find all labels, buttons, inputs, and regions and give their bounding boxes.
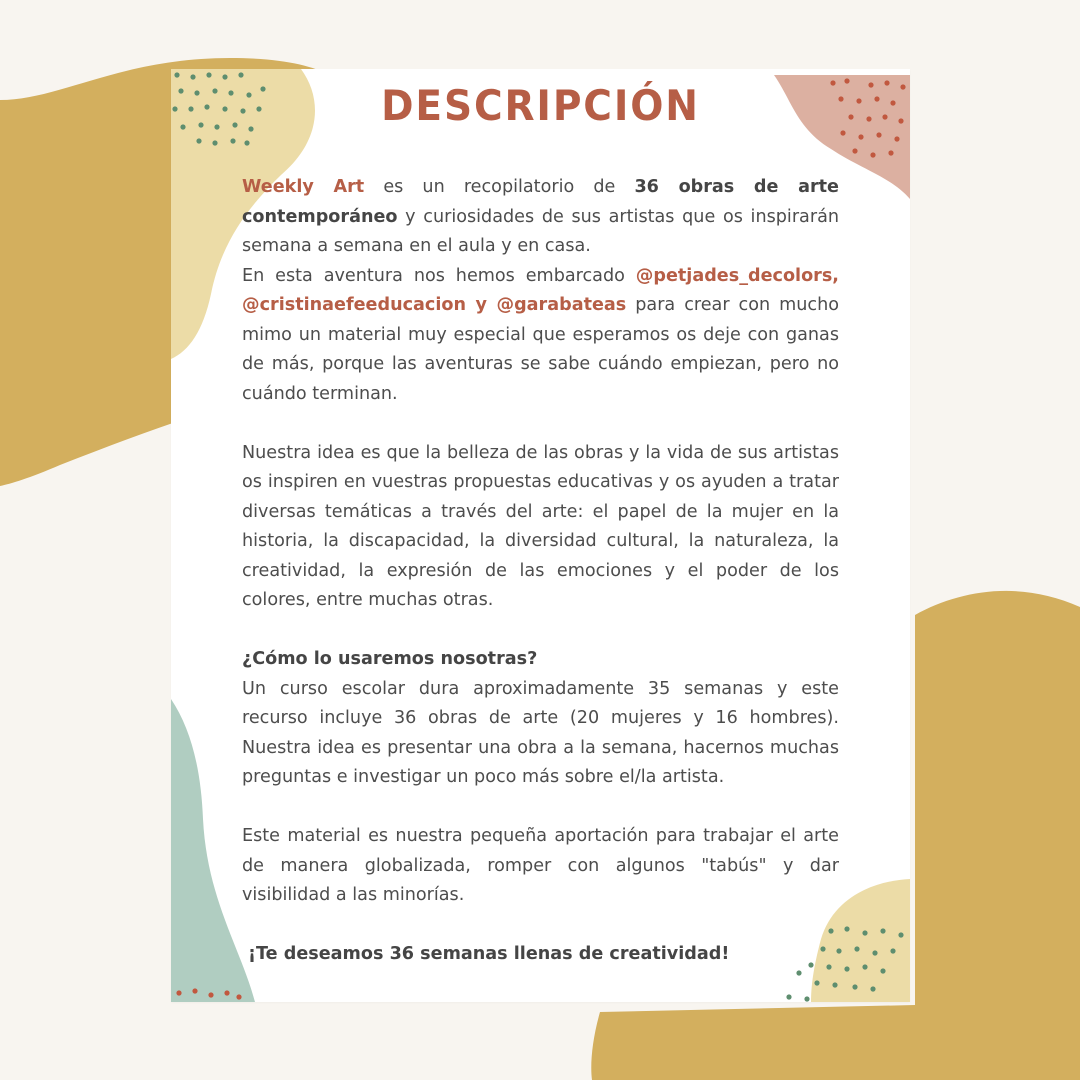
- contribution-paragraph: Este material es nuestra pequeña aportación para trabajar el arte de manera globalizada, romper con algunos "tabús" y dar visibilidad a las minorías.: [242, 826, 839, 905]
- team-paragraph: [242, 262, 839, 410]
- intro-paragraph: [242, 173, 839, 262]
- intro-text-2: y curiosidades de sus artistas que os inspirarán semana a semana en el aula y en casa.: [242, 206, 839, 256]
- artwork-count: 36 obras de arte contemporáneo: [242, 177, 839, 227]
- spacer: [242, 911, 839, 941]
- how-answer: Un curso escolar dura aproximadamente 35 semanas y este recurso incluye 36 obras de arte (20 mujeres y 16 hombres). Nuestra idea es presentar una obra a la semana, hacernos muchas preguntas e investigar un poco más sobre el/la artista.: [242, 678, 839, 787]
- author-handles: @petjades_decolors, @cristinaefeeducacion y @garabateas: [242, 265, 839, 315]
- team-text-1: En esta aventura nos hemos embarcado: [242, 265, 636, 286]
- idea-paragraph: Nuestra idea es que la belleza de las obras y la vida de sus artistas os inspiren en vuestras propuestas educativas y os ayuden a tratar diversas temáticas a través del arte: el papel de la mujer en la historia, la discapacidad, la diversidad cultural, la naturaleza, la creatividad, la expresión de las emociones y el poder de los colores, entre muchas otras.: [242, 442, 839, 610]
- description-page: [171, 69, 910, 1002]
- brand-name: Weekly Art: [242, 177, 365, 197]
- team-text-2: para crear con mucho mimo un material muy especial que esperamos os deje con ganas de más, porque las aventuras se sabe cuándo empiezan, pero no cuándo terminan.: [242, 295, 839, 404]
- spacer: [242, 409, 839, 439]
- spacer: [242, 616, 839, 646]
- spacer: [242, 793, 839, 823]
- intro-text-1: es un recopilatorio de: [364, 177, 635, 197]
- description-body: [242, 173, 839, 970]
- how-question: ¿Cómo lo usaremos nosotras?: [242, 649, 538, 669]
- closing-message: ¡Te deseamos 36 semanas llenas de creatividad!: [248, 944, 730, 964]
- page-title: DESCRIPCIÓN: [381, 81, 700, 130]
